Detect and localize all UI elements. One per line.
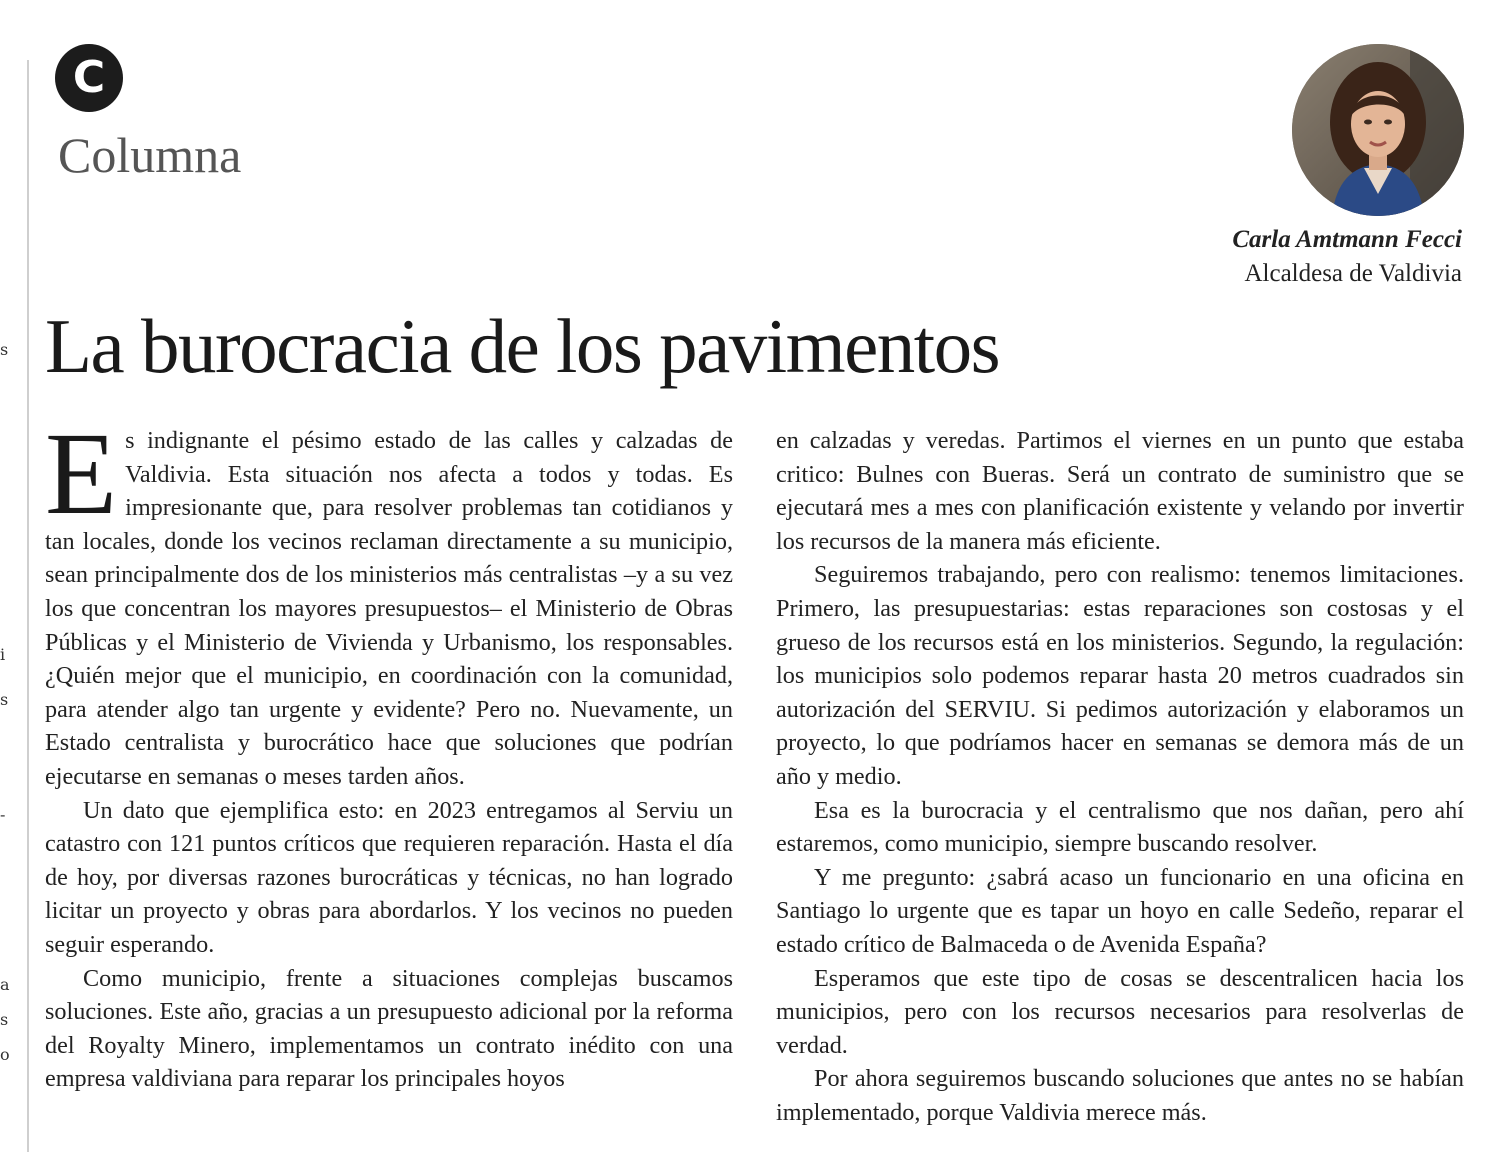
edge-fragment: s <box>0 340 9 359</box>
author-name: Carla Amtmann Fecci <box>1232 226 1462 253</box>
left-margin-rule <box>27 60 29 1152</box>
article-paragraph <box>45 408 733 794</box>
article-headline: La burocracia de los pavimentos <box>45 303 1000 389</box>
author-avatar <box>1292 44 1464 216</box>
author-portrait-icon <box>1292 44 1464 216</box>
article-paragraph: Como municipio, frente a situaciones complejas buscamos soluciones. Este año, gracias a un presupuesto adicional por la reforma del Royalty Minero, implementamos un contrato inédito con una empresa valdiviana para reparar los principales hoyos <box>45 964 733 1093</box>
edge-fragment: s <box>0 690 9 709</box>
article-column-left <box>45 408 733 1096</box>
article-column-right <box>776 424 1464 1129</box>
article-paragraph: Un dato que ejemplifica esto: en 2023 entregamos al Serviu un catastro con 121 puntos críticos que requieren reparación. Hasta el día de hoy, por diversas razones burocráticas y técnicas, no han logrado licitar un proyecto y obras para abordarlos. Y los vecinos no pueden seguir esperando. <box>45 796 733 958</box>
edge-fragment: - <box>0 805 6 824</box>
article-paragraph: Seguiremos trabajando, pero con realismo: tenemos limitaciones. Primero, las presupuestarias: estas reparaciones son costosas y el grueso de los recursos está en los ministerios. Segundo, la regulación: los municipios solo podemos reparar hasta 20 metros cuadrados sin autorización del SERVIU. Si pedimos autorización y elaboramos un proyecto, lo que podríamos hacer en semanas se demora más de un año y medio. <box>776 561 1464 790</box>
article-paragraph: Esa es la burocracia y el centralismo que nos dañan, pero ahí estaremos, como municipio, siempre buscando resolver. <box>776 796 1464 858</box>
article-paragraph: en calzadas y veredas. Partimos el viernes en un punto que estaba critico: Bulnes con Bueras. Será un contrato de suministro que se ejecutará mes a mes con planificación existente y velando por invertir los recursos de la manera más eficiente. <box>776 427 1464 555</box>
article-paragraph: Por ahora seguiremos buscando soluciones que antes no se habían implementado, porque Valdivia merece más. <box>776 1065 1464 1126</box>
edge-fragment: a <box>0 975 10 994</box>
author-role: Alcaldesa de Valdivia <box>1244 260 1462 287</box>
article-paragraph: Esperamos que este tipo de cosas se descentralicen hacia los municipios, pero con los recursos necesarios para resolverlas de verdad. <box>776 964 1464 1059</box>
edge-fragment: o <box>0 1045 10 1064</box>
drop-cap: E <box>45 408 118 539</box>
section-badge: C <box>55 44 123 112</box>
section-label: Columna <box>58 127 242 183</box>
adjacent-page-fragments <box>0 0 14 1152</box>
article-paragraph: Y me pregunto: ¿sabrá acaso un funcionario en una oficina en Santiago lo urgente que es tapar un hoyo en calle Sedeño, reparar el estado crítico de Balmaceda o de Avenida España? <box>776 863 1464 958</box>
paragraph-text: s indignante el pésimo estado de las calles y calzadas de Valdivia. Esta situación nos afecta a todos y todas. Es impresionante que, para resolver problemas tan cotidianos y tan locales, donde los vecinos reclaman directamente a su municipio, sean principalmente dos de los ministerios más centralistas –y a su vez los que concentran los mayores presupuestos– el Ministerio de Obras Públicas y el Ministerio de Vivienda y Urbanismo, los responsables. ¿Quién mejor que el municipio, en coordinación con la comunidad, para atender algo tan urgente y evidente? Pero no. Nuevamente, un Estado centralista y burocrático hace que soluciones que podrían ejecutarse en semanas o meses tarden años. <box>45 427 733 790</box>
edge-fragment: s <box>0 1010 9 1029</box>
edge-fragment: i <box>0 645 6 664</box>
